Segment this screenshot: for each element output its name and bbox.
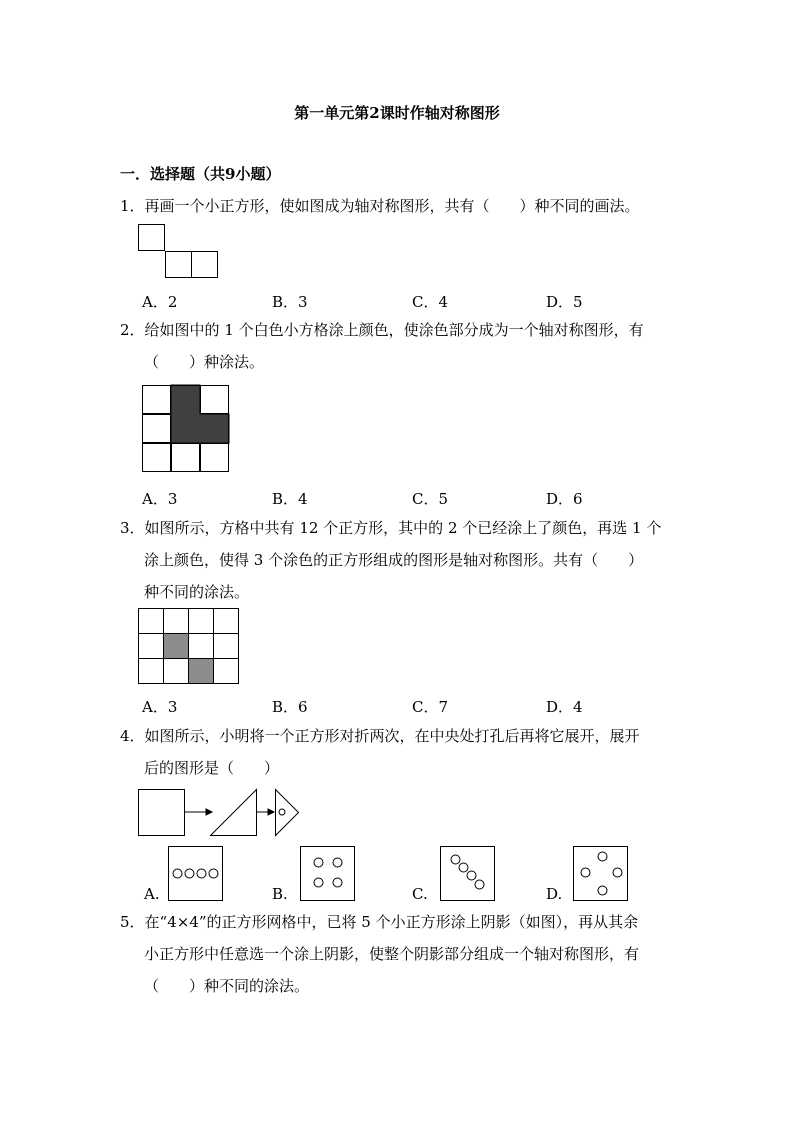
question-3 <box>120 512 661 608</box>
question-1 <box>120 190 640 222</box>
question-4-line-1: 如图所示，小明将一个正方形对折两次，在中央处打孔后再将它展开，展开 <box>144 727 640 745</box>
q4-option-d-figure <box>573 846 629 902</box>
question-4-number: 4． <box>120 727 145 745</box>
q3-option-b: B．6 <box>272 698 308 716</box>
question-3-line-2: 涂上颜色，使得 3 个涂色的正方形组成的图形是轴对称图形。共有（ ） <box>144 551 644 569</box>
q4-option-b-figure <box>300 846 356 902</box>
q1-option-a: A．2 <box>142 293 178 311</box>
question-2-line-2: （ ）种涂法。 <box>144 353 265 371</box>
question-3-line-1: 如图所示，方格中共有 12 个正方形，其中的 2 个已经涂上了颜色，再选 1 个 <box>144 519 662 537</box>
question-5 <box>120 906 639 1002</box>
question-2-figure <box>142 385 230 473</box>
question-4 <box>120 720 640 784</box>
question-4-folding-figure <box>138 789 298 837</box>
question-1-line-1: 再画一个小正方形，使如图成为轴对称图形，共有（ ）种不同的画法。 <box>144 197 640 215</box>
question-1-figure <box>138 224 220 280</box>
q4-option-d: D. <box>546 885 563 903</box>
q1-option-c: C．4 <box>412 293 449 311</box>
q4-option-a: A. <box>144 885 160 903</box>
question-3-number: 3． <box>120 519 145 537</box>
question-5-number: 5． <box>120 913 145 931</box>
question-2-number: 2． <box>120 321 145 339</box>
q3-option-c: C．7 <box>412 698 449 716</box>
question-5-line-1: 在“4×4”的正方形网格中，已将 5 个小正方形涂上阴影（如图），再从其余 <box>144 913 639 931</box>
q1-option-d: D．5 <box>546 293 583 311</box>
q4-option-b: B. <box>272 885 288 903</box>
question-1-number: 1． <box>120 197 145 215</box>
question-2 <box>120 314 644 378</box>
question-2-line-1: 给如图中的 1 个白色小方格涂上颜色，使涂色部分成为一个轴对称图形，有 <box>144 321 644 339</box>
q3-option-a: A．3 <box>142 698 178 716</box>
q4-option-a-figure <box>168 846 224 902</box>
q2-option-d: D．6 <box>546 490 583 508</box>
q2-option-b: B．4 <box>272 490 308 508</box>
question-3-line-3: 种不同的涂法。 <box>144 583 250 601</box>
q1-option-b: B．3 <box>272 293 308 311</box>
q2-option-a: A．3 <box>142 490 178 508</box>
page-title: 第一单元第2课时作轴对称图形 <box>294 104 500 122</box>
question-3-figure <box>138 608 240 686</box>
section-heading: 一．选择题（共9小题） <box>120 165 281 183</box>
q2-option-c: C．5 <box>412 490 449 508</box>
question-5-line-2: 小正方形中任意选一个涂上阴影，使整个阴影部分组成一个轴对称图形，有 <box>144 945 640 963</box>
q4-option-c-figure <box>440 846 496 902</box>
question-4-line-2: 后的图形是（ ） <box>144 759 280 777</box>
question-5-line-3: （ ）种不同的涂法。 <box>144 977 310 995</box>
q3-option-d: D．4 <box>546 698 583 716</box>
q4-option-c: C. <box>412 885 428 903</box>
